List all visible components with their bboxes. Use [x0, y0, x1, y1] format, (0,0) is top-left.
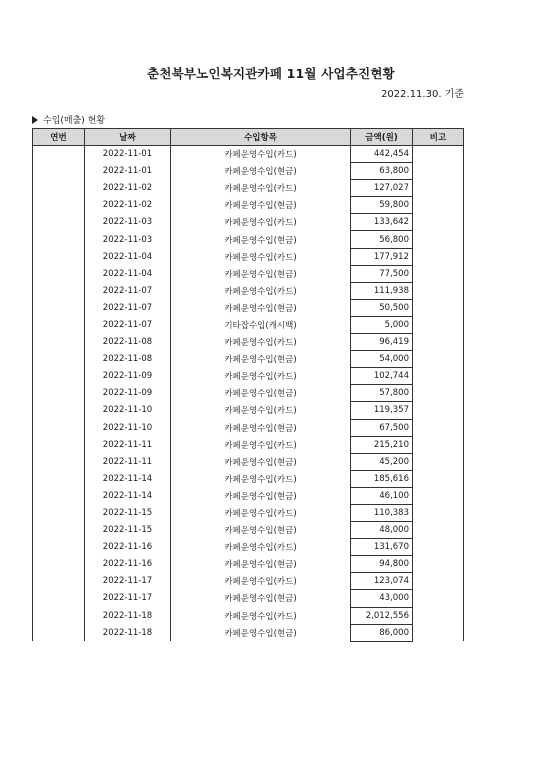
table-row — [33, 402, 464, 419]
row-amount-cell: 57,800 — [351, 385, 413, 402]
row-no-cell — [33, 573, 85, 590]
table-body — [33, 146, 464, 642]
base-date: 2022.11.30. 기준 — [381, 89, 464, 100]
row-amount-cell: 67,500 — [351, 419, 413, 436]
row-note-cell — [413, 248, 464, 265]
row-no-cell — [33, 487, 85, 504]
table-row — [33, 504, 464, 521]
row-item-cell: 카페운영수입(카드) — [171, 504, 351, 521]
row-item-cell: 카페운영수입(카드) — [171, 368, 351, 385]
table-row — [33, 214, 464, 231]
row-note-cell — [413, 231, 464, 248]
table-row — [33, 453, 464, 470]
row-item-cell: 카페운영수입(카드) — [171, 214, 351, 231]
row-note-cell — [413, 419, 464, 436]
section-heading — [32, 113, 105, 126]
table-row — [33, 419, 464, 436]
row-no-cell — [33, 607, 85, 624]
table-row — [33, 624, 464, 641]
row-item-cell: 카페운영수입(현금) — [171, 197, 351, 214]
row-amount-cell: 94,800 — [351, 556, 413, 573]
row-item-cell: 카페운영수입(현금) — [171, 590, 351, 607]
row-no-cell — [33, 539, 85, 556]
row-no-cell — [33, 368, 85, 385]
row-no-cell — [33, 163, 85, 180]
row-note-cell — [413, 539, 464, 556]
row-item-cell: 카페운영수입(카드) — [171, 334, 351, 351]
row-date-cell: 2022-11-04 — [85, 248, 171, 265]
header-date: 날짜 — [85, 129, 171, 146]
row-item-cell: 카페운영수입(카드) — [171, 248, 351, 265]
row-note-cell — [413, 522, 464, 539]
row-note-cell — [413, 504, 464, 521]
row-no-cell — [33, 402, 85, 419]
row-no-cell — [33, 419, 85, 436]
row-no-cell — [33, 556, 85, 573]
row-date-cell: 2022-11-17 — [85, 590, 171, 607]
row-item-cell: 카페운영수입(현금) — [171, 231, 351, 248]
table-row — [33, 180, 464, 197]
table-row — [33, 351, 464, 368]
row-note-cell — [413, 573, 464, 590]
row-date-cell: 2022-11-16 — [85, 556, 171, 573]
row-date-cell: 2022-11-01 — [85, 146, 171, 163]
row-item-cell: 카페운영수입(현금) — [171, 163, 351, 180]
table-row — [33, 368, 464, 385]
table-row — [33, 573, 464, 590]
row-no-cell — [33, 316, 85, 333]
row-amount-cell: 177,912 — [351, 248, 413, 265]
row-item-cell: 카페운영수입(카드) — [171, 470, 351, 487]
row-item-cell: 기타잡수입(캐시백) — [171, 316, 351, 333]
row-amount-cell: 127,027 — [351, 180, 413, 197]
row-item-cell: 카페운영수입(현금) — [171, 556, 351, 573]
row-date-cell: 2022-11-02 — [85, 180, 171, 197]
row-date-cell: 2022-11-04 — [85, 265, 171, 282]
header-note: 비고 — [413, 129, 464, 146]
row-no-cell — [33, 522, 85, 539]
table-row — [33, 607, 464, 624]
row-amount-cell: 54,000 — [351, 351, 413, 368]
row-date-cell: 2022-11-08 — [85, 334, 171, 351]
row-date-cell: 2022-11-02 — [85, 197, 171, 214]
row-no-cell — [33, 299, 85, 316]
row-item-cell: 카페운영수입(카드) — [171, 607, 351, 624]
table-row — [33, 470, 464, 487]
table-row — [33, 299, 464, 316]
row-note-cell — [413, 299, 464, 316]
row-item-cell: 카페운영수입(카드) — [171, 573, 351, 590]
table-row — [33, 265, 464, 282]
row-no-cell — [33, 385, 85, 402]
table-row — [33, 539, 464, 556]
row-amount-cell: 43,000 — [351, 590, 413, 607]
table-row — [33, 334, 464, 351]
header-no: 연번 — [33, 129, 85, 146]
row-note-cell — [413, 470, 464, 487]
row-note-cell — [413, 351, 464, 368]
row-date-cell: 2022-11-03 — [85, 214, 171, 231]
row-amount-cell: 5,000 — [351, 316, 413, 333]
row-note-cell — [413, 146, 464, 163]
row-date-cell: 2022-11-07 — [85, 316, 171, 333]
row-amount-cell: 96,419 — [351, 334, 413, 351]
row-note-cell — [413, 453, 464, 470]
row-date-cell: 2022-11-15 — [85, 504, 171, 521]
header-item: 수입항목 — [171, 129, 351, 146]
row-item-cell: 카페운영수입(현금) — [171, 419, 351, 436]
row-note-cell — [413, 180, 464, 197]
row-amount-cell: 215,210 — [351, 436, 413, 453]
table-header-row — [33, 129, 464, 146]
row-item-cell: 카페운영수입(카드) — [171, 402, 351, 419]
row-date-cell: 2022-11-18 — [85, 607, 171, 624]
row-no-cell — [33, 214, 85, 231]
row-amount-cell: 133,642 — [351, 214, 413, 231]
row-date-cell: 2022-11-07 — [85, 299, 171, 316]
table-row — [33, 248, 464, 265]
row-date-cell: 2022-11-16 — [85, 539, 171, 556]
row-amount-cell: 185,616 — [351, 470, 413, 487]
row-item-cell: 카페운영수입(카드) — [171, 436, 351, 453]
row-amount-cell: 48,000 — [351, 522, 413, 539]
row-item-cell: 카페운영수입(현금) — [171, 351, 351, 368]
table-row — [33, 522, 464, 539]
table-row — [33, 487, 464, 504]
row-date-cell: 2022-11-01 — [85, 163, 171, 180]
row-item-cell: 카페운영수입(카드) — [171, 282, 351, 299]
triangle-bullet-icon — [32, 116, 38, 124]
section-title: 수입(매출) 현황 — [43, 116, 106, 126]
row-note-cell — [413, 316, 464, 333]
row-no-cell — [33, 180, 85, 197]
row-no-cell — [33, 470, 85, 487]
revenue-table — [32, 128, 464, 642]
row-amount-cell: 119,357 — [351, 402, 413, 419]
table-row — [33, 385, 464, 402]
row-item-cell: 카페운영수입(현금) — [171, 624, 351, 641]
row-date-cell: 2022-11-17 — [85, 573, 171, 590]
row-date-cell: 2022-11-11 — [85, 453, 171, 470]
table-row — [33, 146, 464, 163]
row-no-cell — [33, 265, 85, 282]
row-no-cell — [33, 231, 85, 248]
row-note-cell — [413, 163, 464, 180]
row-date-cell: 2022-11-09 — [85, 368, 171, 385]
row-item-cell: 카페운영수입(현금) — [171, 299, 351, 316]
row-date-cell: 2022-11-18 — [85, 624, 171, 641]
table-row — [33, 282, 464, 299]
row-item-cell: 카페운영수입(카드) — [171, 180, 351, 197]
header-amount: 금액(원) — [351, 129, 413, 146]
row-date-cell: 2022-11-10 — [85, 419, 171, 436]
row-no-cell — [33, 282, 85, 299]
row-note-cell — [413, 334, 464, 351]
table-row — [33, 316, 464, 333]
row-amount-cell: 123,074 — [351, 573, 413, 590]
row-note-cell — [413, 590, 464, 607]
row-note-cell — [413, 368, 464, 385]
row-date-cell: 2022-11-14 — [85, 470, 171, 487]
row-no-cell — [33, 504, 85, 521]
row-note-cell — [413, 265, 464, 282]
row-amount-cell: 111,938 — [351, 282, 413, 299]
row-date-cell: 2022-11-10 — [85, 402, 171, 419]
row-item-cell: 카페운영수입(현금) — [171, 265, 351, 282]
row-no-cell — [33, 590, 85, 607]
row-amount-cell: 110,383 — [351, 504, 413, 521]
row-note-cell — [413, 556, 464, 573]
row-amount-cell: 2,012,556 — [351, 607, 413, 624]
row-item-cell: 카페운영수입(현금) — [171, 385, 351, 402]
row-amount-cell: 45,200 — [351, 453, 413, 470]
row-no-cell — [33, 248, 85, 265]
table-row — [33, 590, 464, 607]
row-item-cell: 카페운영수입(현금) — [171, 487, 351, 504]
row-note-cell — [413, 214, 464, 231]
row-no-cell — [33, 146, 85, 163]
row-item-cell: 카페운영수입(카드) — [171, 146, 351, 163]
row-amount-cell: 442,454 — [351, 146, 413, 163]
row-note-cell — [413, 487, 464, 504]
row-amount-cell: 102,744 — [351, 368, 413, 385]
row-amount-cell: 63,800 — [351, 163, 413, 180]
document-title: 춘천북부노인복지관카페 11월 사업추진현황 — [147, 66, 395, 81]
table-row — [33, 197, 464, 214]
table-row — [33, 556, 464, 573]
row-date-cell: 2022-11-09 — [85, 385, 171, 402]
row-date-cell: 2022-11-07 — [85, 282, 171, 299]
row-item-cell: 카페운영수입(현금) — [171, 522, 351, 539]
row-note-cell — [413, 436, 464, 453]
row-amount-cell: 50,500 — [351, 299, 413, 316]
row-no-cell — [33, 334, 85, 351]
row-no-cell — [33, 351, 85, 368]
row-note-cell — [413, 197, 464, 214]
row-date-cell: 2022-11-11 — [85, 436, 171, 453]
table-row — [33, 436, 464, 453]
row-no-cell — [33, 436, 85, 453]
row-note-cell — [413, 282, 464, 299]
row-date-cell: 2022-11-15 — [85, 522, 171, 539]
row-note-cell — [413, 385, 464, 402]
row-note-cell — [413, 624, 464, 641]
row-no-cell — [33, 197, 85, 214]
table-row — [33, 163, 464, 180]
row-amount-cell: 46,100 — [351, 487, 413, 504]
row-amount-cell: 86,000 — [351, 624, 413, 641]
row-no-cell — [33, 453, 85, 470]
row-item-cell: 카페운영수입(현금) — [171, 453, 351, 470]
table-row — [33, 231, 464, 248]
row-amount-cell: 56,800 — [351, 231, 413, 248]
row-amount-cell: 59,800 — [351, 197, 413, 214]
row-date-cell: 2022-11-03 — [85, 231, 171, 248]
row-amount-cell: 131,670 — [351, 539, 413, 556]
row-no-cell — [33, 624, 85, 641]
row-note-cell — [413, 402, 464, 419]
row-item-cell: 카페운영수입(카드) — [171, 539, 351, 556]
row-date-cell: 2022-11-14 — [85, 487, 171, 504]
row-amount-cell: 77,500 — [351, 265, 413, 282]
row-note-cell — [413, 607, 464, 624]
row-date-cell: 2022-11-08 — [85, 351, 171, 368]
